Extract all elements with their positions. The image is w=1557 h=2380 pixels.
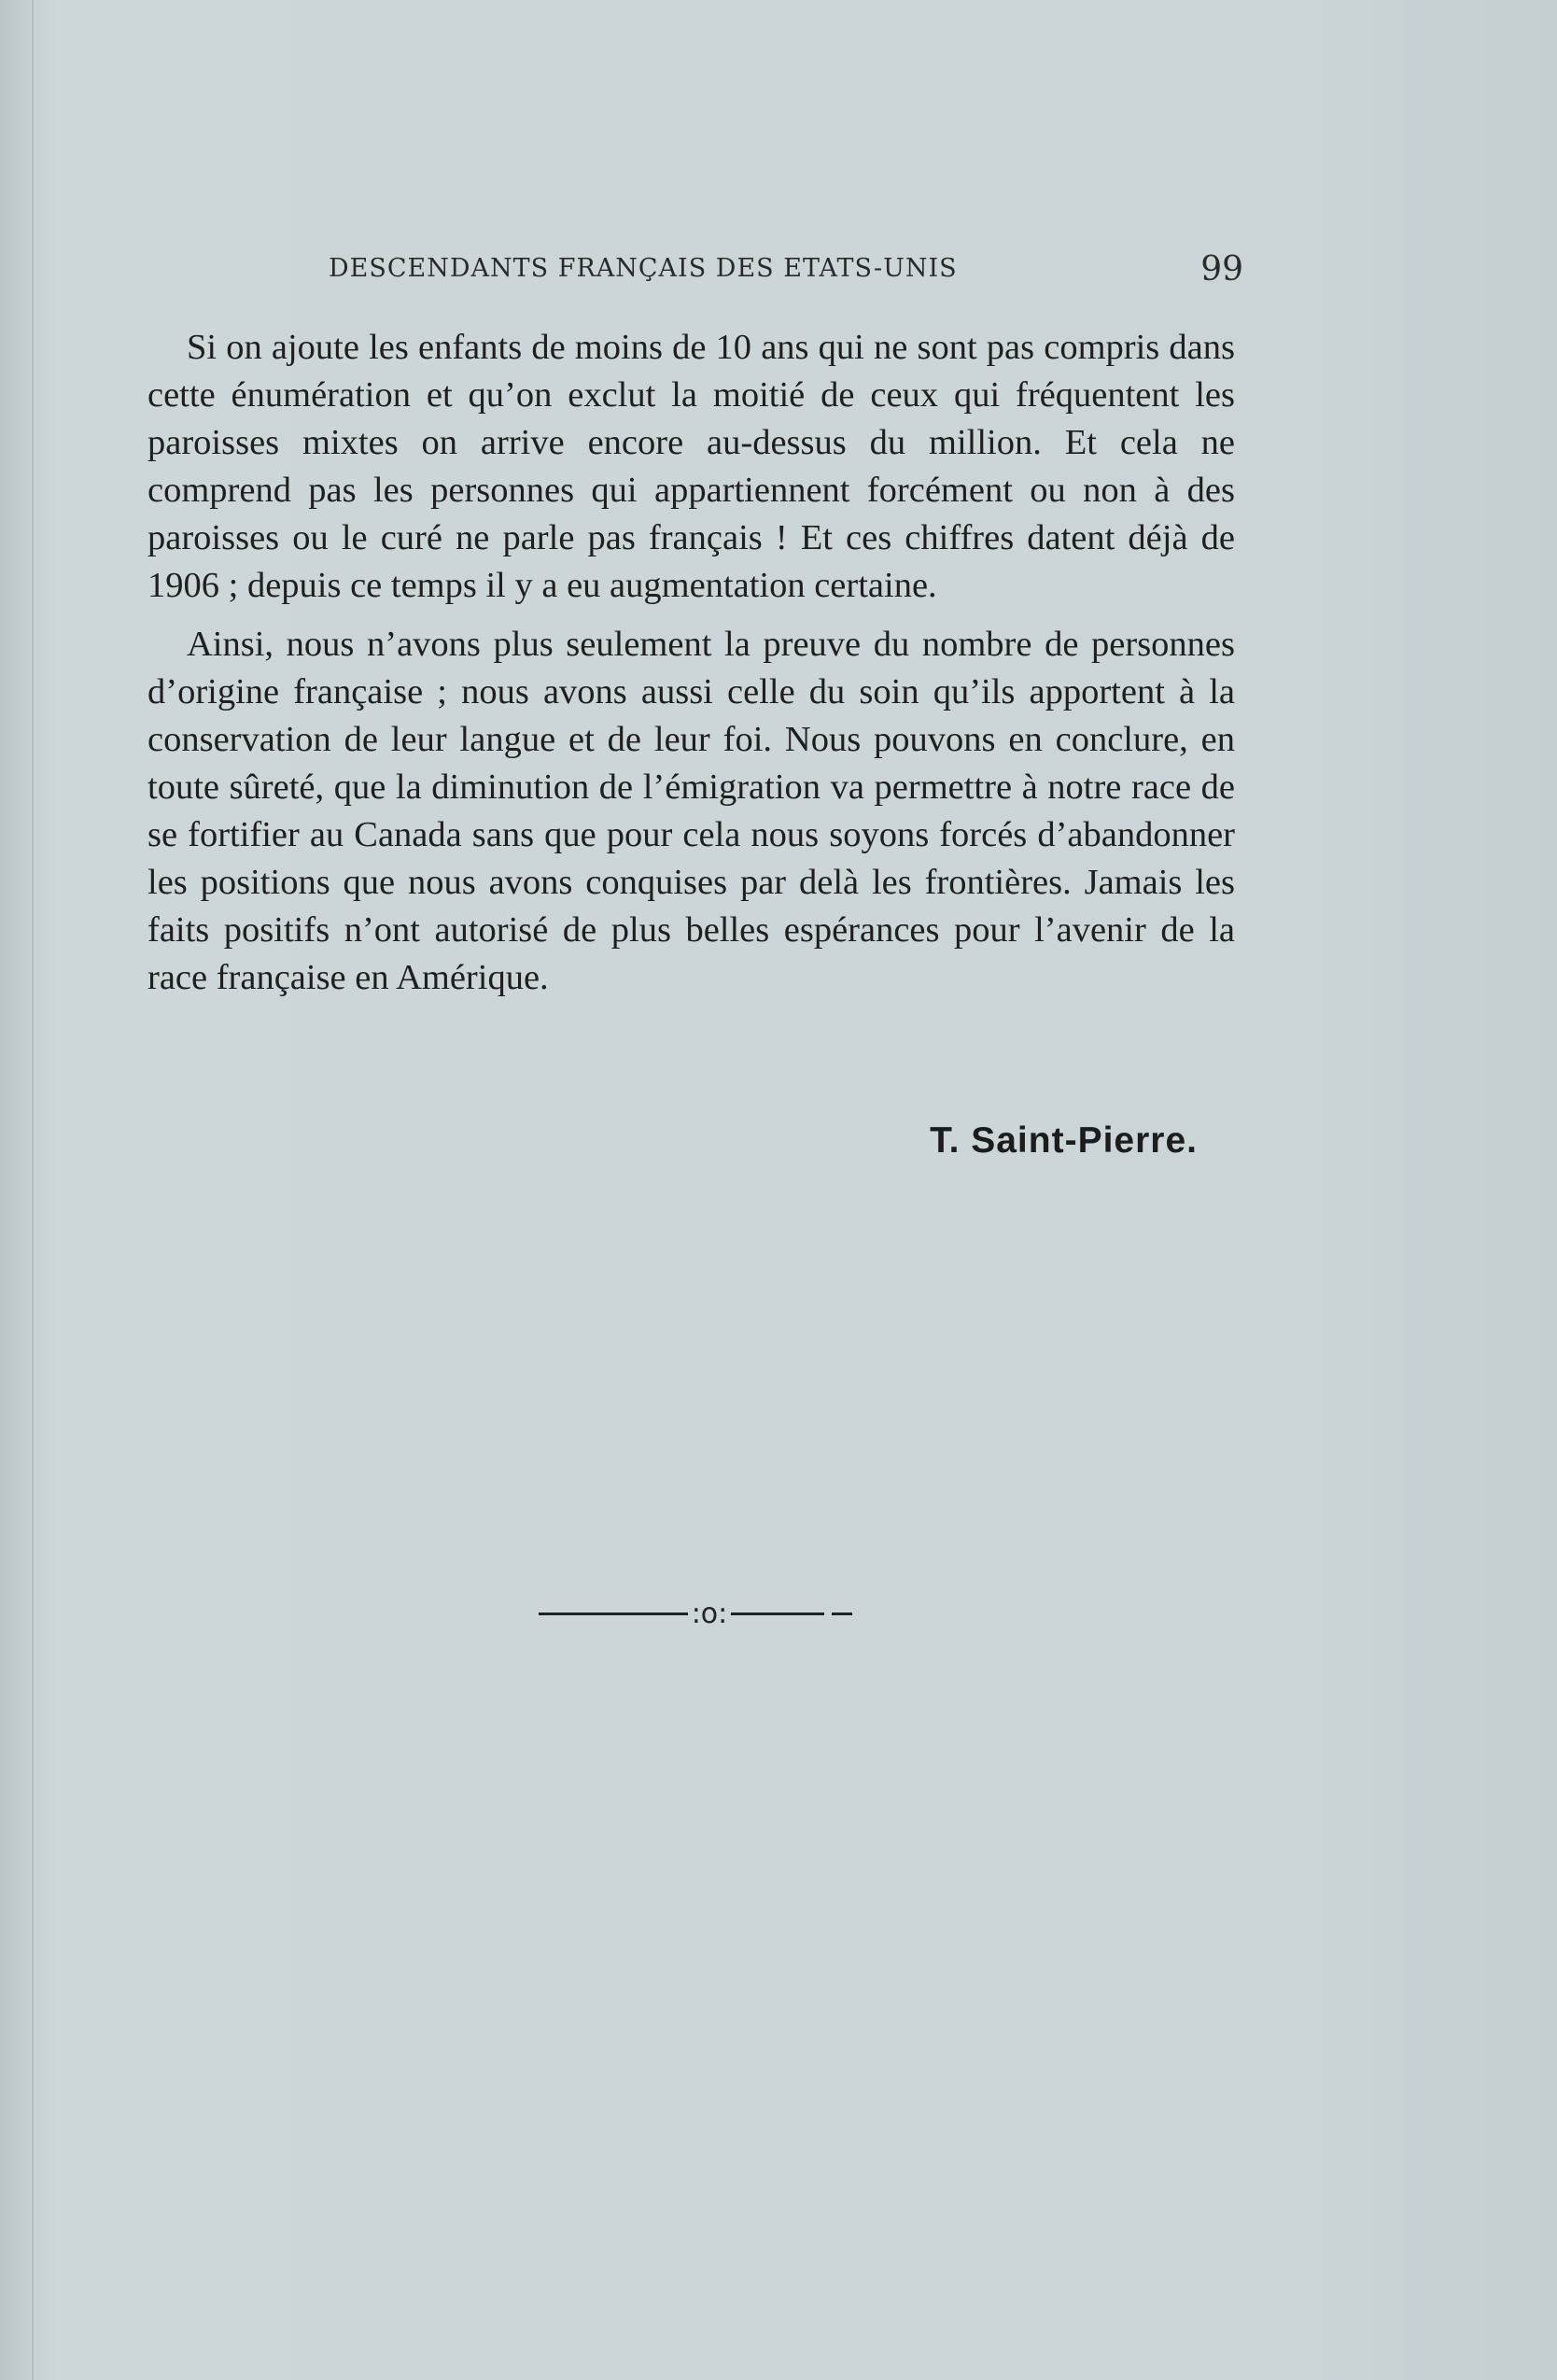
binding-gutter <box>32 0 34 2380</box>
body-text <box>147 324 1235 1013</box>
author-signature: T. Saint-Pierre. <box>930 1120 1198 1161</box>
ornament-mark: :o: <box>691 1597 728 1630</box>
paragraph: Ainsi, nous n’avons plus seulement la preuve du nombre de personnes d’origine française ; nous avons aussi celle du soin qu’ils apportent à la conservation de leur langue et de leur foi. Nous pouvons en conclure, en toute sûreté, que la diminution de l’émigration va permettre à notre race de se fortifier au Canada sans que pour cela nous soyons forcés d’abandonner les positions que nous avons conquises par delà les frontières. Jamais les faits positifs n’ont autorisé de plus belles espérances pour l’avenir de la race française en Amérique. <box>147 625 1235 997</box>
ornament-rule-short <box>832 1612 852 1615</box>
ornament-rule-left <box>539 1612 688 1615</box>
section-ornament <box>518 1595 873 1632</box>
running-title: DESCENDANTS FRANÇAIS DES ETATS-UNIS <box>329 254 958 283</box>
ornament-rule-right <box>731 1612 824 1615</box>
page-number: 99 <box>1200 250 1243 289</box>
running-head <box>329 250 1243 288</box>
paragraph: Si on ajoute les enfants de moins de 10 ans qui ne sont pas compris dans cette énumération et qu’on exclut la moitié de ceux qui fréquentent les paroisses mixtes on arrive encore au-dessus du million. Et cela ne comprend pas les personnes qui appartiennent forcément ou non à des paroisses ou le curé ne parle pas français ! Et ces chiffres datent déjà de 1906 ; depuis ce temps il y a eu augmentation certaine. <box>147 328 1235 605</box>
